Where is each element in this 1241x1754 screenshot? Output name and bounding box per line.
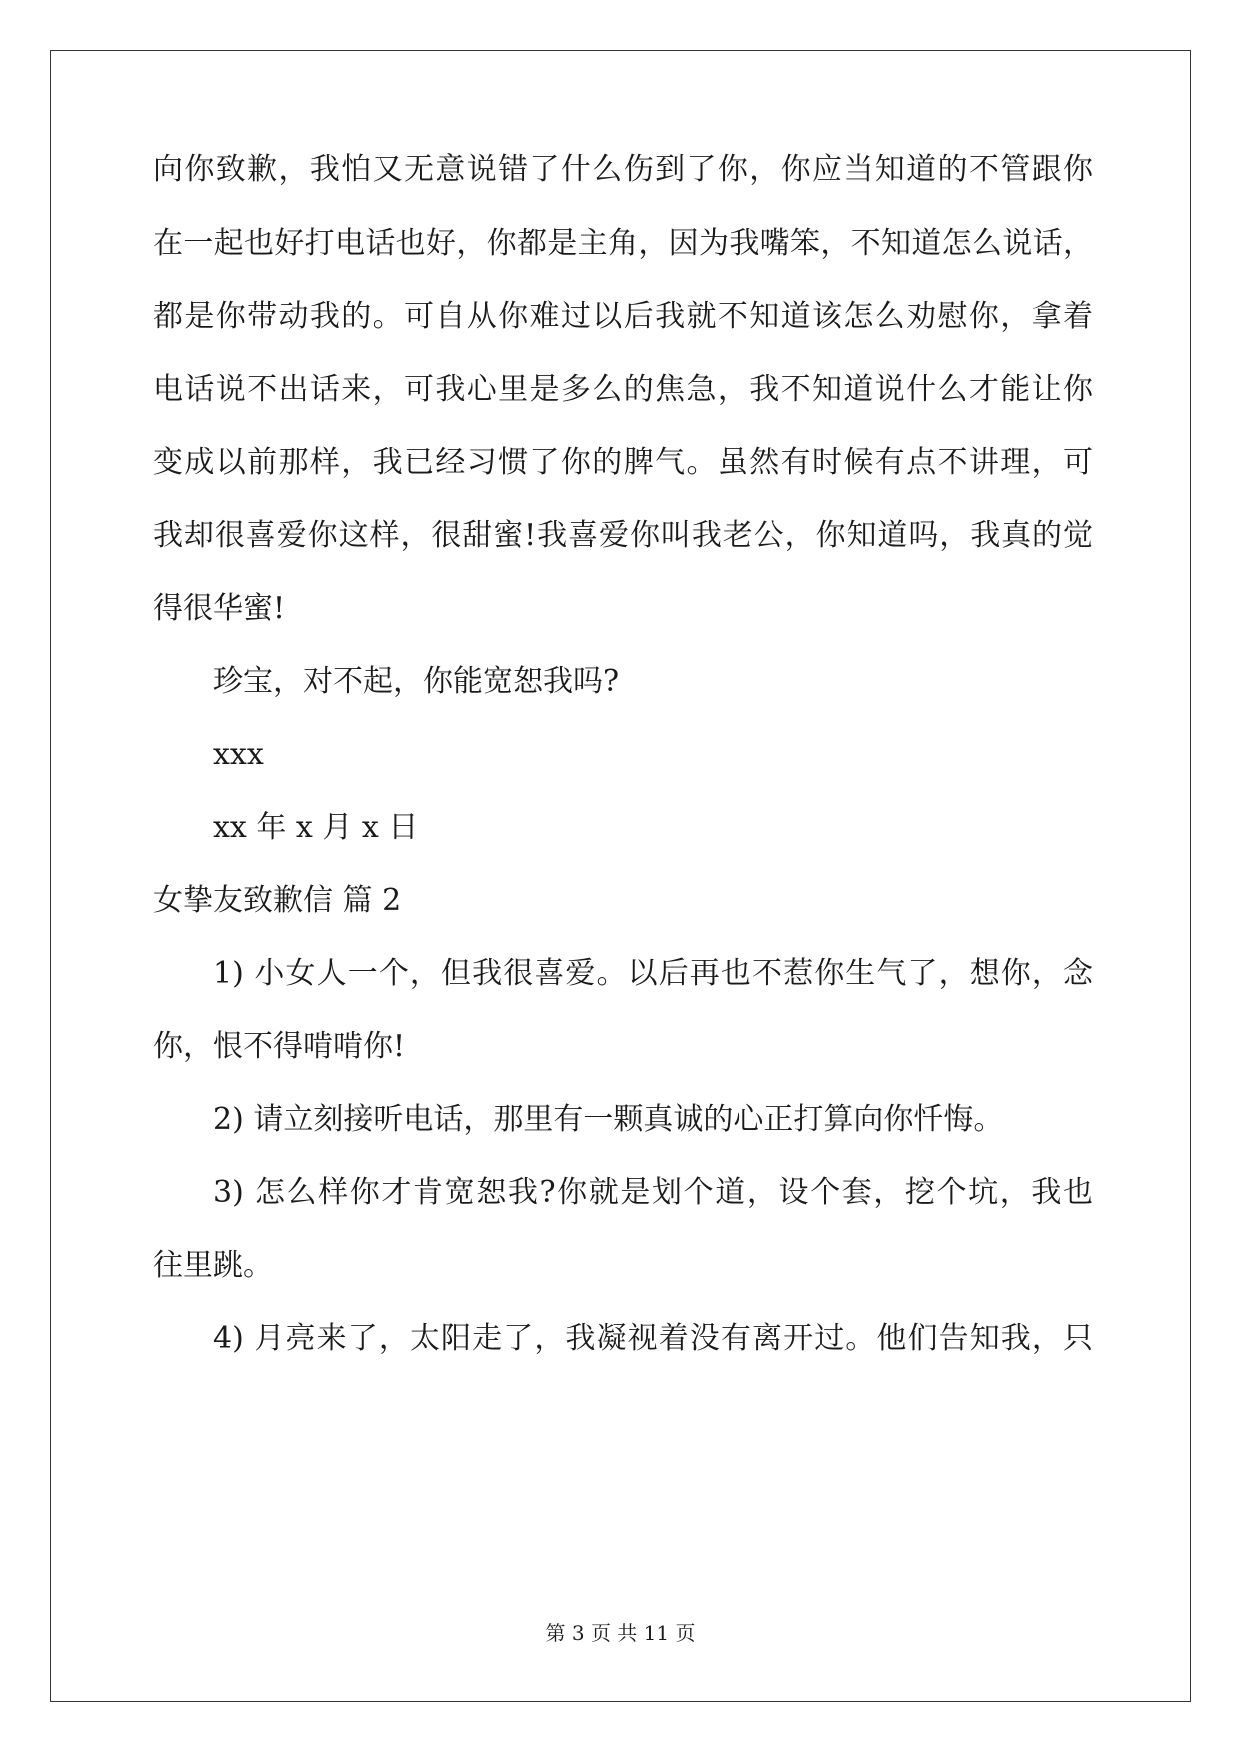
list-item-line: 你，恨不得啃啃你! bbox=[153, 1029, 406, 1064]
paragraph-line: 电话说不出话来，可我心里是多么的焦急，我不知道说什么才能让你 bbox=[153, 372, 1093, 407]
list-item-line: 4) 月亮来了，太阳走了，我凝视着没有离开过。他们告知我，只 bbox=[213, 1321, 1093, 1356]
signature: xxx bbox=[213, 737, 264, 772]
paragraph-line: 得很华蜜! bbox=[153, 591, 286, 626]
list-item-line: 2) 请立刻接听电话，那里有一颗真诚的心正打算向你忏悔。 bbox=[213, 1102, 1004, 1137]
list-item-line: 3) 怎么样你才肯宽恕我?你就是划个道，设个套，挖个坑，我也 bbox=[213, 1175, 1093, 1210]
paragraph-line: 都是你带动我的。可自从你难过以后我就不知道该怎么劝慰你，拿着 bbox=[153, 299, 1093, 334]
paragraph-line: 向你致歉，我怕又无意说错了什么伤到了你，你应当知道的不管跟你 bbox=[153, 152, 1093, 187]
list-item-line: 1) 小女人一个，但我很喜爱。以后再也不惹你生气了，想你，念 bbox=[213, 956, 1093, 991]
paragraph-line: 变成以前那样，我已经习惯了你的脾气。虽然有时候有点不讲理，可 bbox=[153, 445, 1093, 480]
section-heading: 女挚友致歉信 篇 2 bbox=[153, 883, 402, 918]
list-item-line: 往里跳。 bbox=[153, 1248, 273, 1283]
paragraph-line: 我却很喜爱你这样，很甜蜜!我喜爱你叫我老公，你知道吗，我真的觉 bbox=[153, 518, 1093, 553]
paragraph-line: 在一起也好打电话也好，你都是主角，因为我嘴笨，不知道怎么说话， bbox=[153, 226, 1093, 261]
date-line: xx 年 x 月 x 日 bbox=[213, 810, 419, 845]
closing-question: 珍宝，对不起，你能宽恕我吗? bbox=[213, 664, 620, 699]
page-number-footer: 第 3 页 共 11 页 bbox=[545, 1621, 696, 1645]
